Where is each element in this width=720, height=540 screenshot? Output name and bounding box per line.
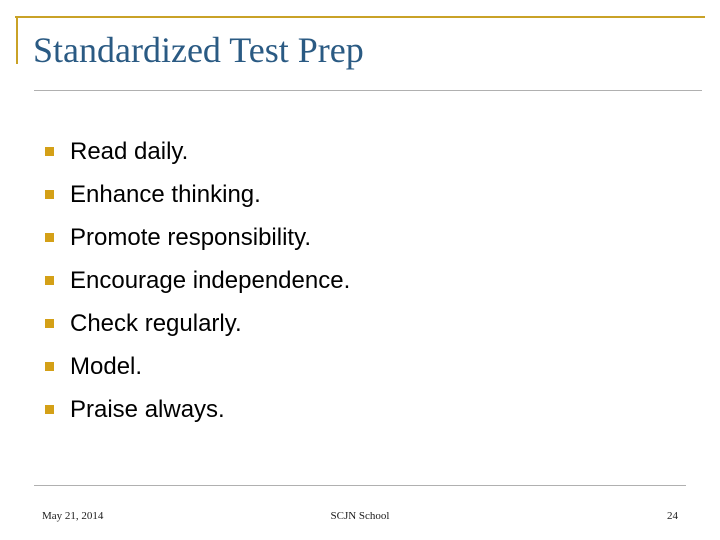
footer-school-name: SCJN School xyxy=(330,510,390,522)
bullet-text: Read daily. xyxy=(70,137,189,165)
bullet-item xyxy=(40,302,350,345)
bullet-item xyxy=(40,173,350,216)
bullet-item xyxy=(40,259,350,302)
bullet-text: Praise always. xyxy=(70,395,225,423)
slide-number: 24 xyxy=(667,510,678,522)
square-bullet-icon xyxy=(45,362,54,371)
bullet-text: Encourage independence. xyxy=(70,266,351,294)
top-border-line xyxy=(15,16,705,18)
square-bullet-icon xyxy=(45,190,54,199)
square-bullet-icon xyxy=(45,147,54,156)
square-bullet-icon xyxy=(45,276,54,285)
bullet-item xyxy=(40,216,350,259)
bullet-text: Model. xyxy=(70,352,143,380)
footer-divider-line xyxy=(34,485,686,486)
bullet-item xyxy=(40,130,350,173)
bullet-text: Check regularly. xyxy=(70,309,242,337)
square-bullet-icon xyxy=(45,233,54,242)
bullet-text: Promote responsibility. xyxy=(70,223,311,251)
bullet-item xyxy=(40,388,350,431)
square-bullet-icon xyxy=(45,405,54,414)
bullet-item xyxy=(40,345,350,388)
footer-date: May 21, 2014 xyxy=(42,510,104,522)
square-bullet-icon xyxy=(45,319,54,328)
bullet-list xyxy=(40,130,350,431)
left-border-line xyxy=(16,16,18,64)
bullet-text: Enhance thinking. xyxy=(70,180,261,208)
title-divider-line xyxy=(34,90,702,91)
slide-title: Standardized Test Prep xyxy=(33,30,364,70)
